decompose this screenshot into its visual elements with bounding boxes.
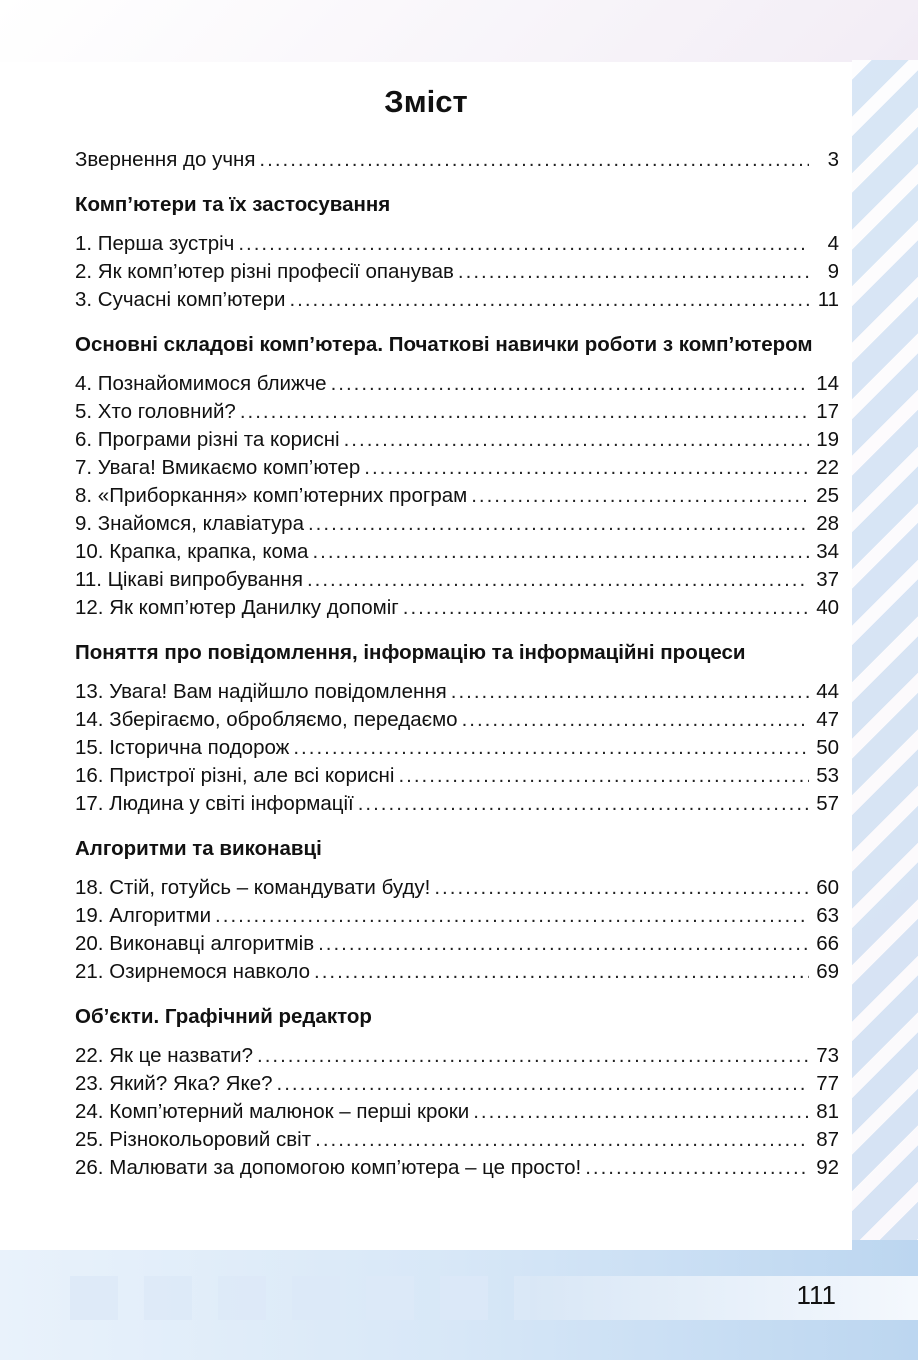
dot-leader: [240, 398, 809, 426]
dot-leader: [315, 1126, 809, 1154]
toc-entry[interactable]: [75, 734, 839, 762]
toc-entry[interactable]: [75, 874, 839, 902]
dot-leader: [307, 566, 809, 594]
dot-leader: [289, 286, 809, 314]
toc-entry-page: 22: [816, 456, 839, 479]
page-title: Зміст: [384, 84, 468, 119]
toc-entry[interactable]: [75, 594, 839, 622]
toc-entry-label: 12. Як комп’ютер Данилку допоміг: [75, 596, 399, 619]
toc-entry-page: 57: [816, 792, 839, 815]
toc-entry[interactable]: [75, 426, 839, 454]
toc-entry[interactable]: [75, 566, 839, 594]
toc-entry-page: 9: [827, 260, 839, 283]
toc-entry[interactable]: [75, 398, 839, 426]
toc-entry[interactable]: [75, 790, 839, 818]
toc-entry-page: 34: [816, 540, 839, 563]
toc-entry-page: 25: [816, 484, 839, 507]
toc-entry-label: 16. Пристрої різні, але всі корисні: [75, 764, 395, 787]
toc-entry-label: 20. Виконавці алгоритмів: [75, 932, 315, 955]
toc-sections: [75, 192, 839, 1182]
toc-entry-page: 14: [816, 372, 839, 395]
dot-leader: [451, 678, 809, 706]
dot-leader: [215, 902, 809, 930]
toc-entry-label: 4. Познайомимося ближче: [75, 372, 327, 395]
toc-entry[interactable]: [75, 286, 839, 314]
toc-entry-page: 28: [816, 512, 839, 535]
toc-entry-label: 11. Цікаві випробування: [75, 568, 303, 591]
section-heading: Комп’ютери та їх застосування: [75, 193, 391, 216]
toc-entry-page: 37: [816, 568, 839, 591]
section-heading: Поняття про повідомлення, інформацію та інформаційні процеси: [75, 641, 746, 664]
toc-entry-page: 92: [816, 1156, 839, 1179]
toc-entry[interactable]: [75, 454, 839, 482]
dot-leader: [312, 538, 809, 566]
dot-leader: [331, 370, 809, 398]
toc-entry-label: 5. Хто головний?: [75, 400, 236, 423]
toc-entry-label: 17. Людина у світі інформації: [75, 792, 354, 815]
toc-entry-label: 1. Перша зустріч: [75, 232, 235, 255]
section-heading: Алгоритми та виконавці: [75, 837, 322, 860]
toc-entry-page: 66: [816, 932, 839, 955]
toc-entry-page: 87: [816, 1128, 839, 1151]
toc-entry[interactable]: [75, 1070, 839, 1098]
dot-leader: [471, 482, 809, 510]
dot-leader: [403, 594, 809, 622]
dot-leader: [462, 706, 809, 734]
toc-entry[interactable]: [75, 678, 839, 706]
dot-leader: [314, 958, 809, 986]
toc-entry-page: 60: [816, 876, 839, 899]
toc-entry-page: 63: [816, 904, 839, 927]
dot-leader: [308, 510, 809, 538]
toc-entry-label: 10. Крапка, крапка, кома: [75, 540, 309, 563]
toc-entry[interactable]: [75, 510, 839, 538]
dot-leader: [473, 1098, 809, 1126]
toc-entry-page: 4: [827, 232, 839, 255]
toc-entry-page: 77: [816, 1072, 839, 1095]
decorative-bar: [530, 1276, 918, 1320]
toc-entry-label: 26. Малювати за допомогою комп’ютера – це просто!: [75, 1156, 582, 1179]
toc-entry[interactable]: [75, 370, 839, 398]
toc-entry[interactable]: [75, 258, 839, 286]
toc-entry-label: 25. Різнокольоровий світ: [75, 1128, 312, 1151]
toc-entry-page: 47: [816, 708, 839, 731]
toc-entry-label: 8. «Приборкання» комп’ютерних програм: [75, 484, 468, 507]
dot-leader: [458, 258, 809, 286]
toc-entry-label: 13. Увага! Вам надійшло повідомлення: [75, 680, 447, 703]
toc-entry-label: 2. Як комп’ютер різні професії опанував: [75, 260, 454, 283]
toc-entry-label: 3. Сучасні комп’ютери: [75, 288, 286, 311]
toc-entry[interactable]: [75, 1126, 839, 1154]
toc-entry-page: 53: [816, 764, 839, 787]
dot-leader: [293, 734, 809, 762]
toc-entry[interactable]: [75, 538, 839, 566]
dot-leader: [364, 454, 809, 482]
toc-entry-page: 11: [817, 288, 839, 311]
toc-entry-label: 9. Знайомся, клавіатура: [75, 512, 304, 535]
toc-entry-intro[interactable]: [75, 146, 839, 174]
decorative-squares: [70, 1276, 562, 1320]
toc-entry-page: 19: [816, 428, 839, 451]
toc-entry[interactable]: [75, 762, 839, 790]
section-heading: Об’єкти. Графічний редактор: [75, 1005, 372, 1028]
toc-entry-label: Звернення до учня: [75, 148, 256, 171]
dot-leader: [318, 930, 809, 958]
toc-entry-label: 7. Увага! Вмикаємо комп’ютер: [75, 456, 361, 479]
toc-entry-page: 50: [816, 736, 839, 759]
toc-entry[interactable]: [75, 930, 839, 958]
table-of-contents: [75, 144, 839, 1182]
toc-entry-page: 44: [816, 680, 839, 703]
toc-entry-page: 73: [816, 1044, 839, 1067]
toc-entry[interactable]: [75, 958, 839, 986]
dot-leader: [434, 874, 809, 902]
toc-entry-label: 14. Зберігаємо, обробляємо, передаємо: [75, 708, 458, 731]
dot-leader: [398, 762, 809, 790]
toc-entry-page: 17: [816, 400, 839, 423]
toc-entry-label: 22. Як це назвати?: [75, 1044, 254, 1067]
section-heading: Основні складові комп’ютера. Початкові навички роботи з комп’ютером: [75, 333, 813, 356]
toc-entry[interactable]: [75, 1098, 839, 1126]
toc-entry[interactable]: [75, 1154, 839, 1182]
dot-leader: [585, 1154, 809, 1182]
toc-entry-label: 15. Історична подорож: [75, 736, 290, 759]
decorative-stripes: [852, 60, 918, 1260]
toc-entry-label: 23. Який? Яка? Яке?: [75, 1072, 273, 1095]
toc-entry-label: 19. Алгоритми: [75, 904, 212, 927]
dot-leader: [344, 426, 809, 454]
dot-leader: [257, 1042, 809, 1070]
dot-leader: [238, 230, 809, 258]
toc-entry[interactable]: [75, 706, 839, 734]
toc-entry-page: 40: [816, 596, 839, 619]
content-page: [0, 62, 852, 1250]
toc-entry[interactable]: [75, 230, 839, 258]
toc-entry-label: 21. Озирнемося навколо: [75, 960, 311, 983]
dot-leader: [358, 790, 809, 818]
toc-entry[interactable]: [75, 902, 839, 930]
toc-entry[interactable]: [75, 1042, 839, 1070]
toc-entry-page: 69: [816, 960, 839, 983]
toc-entry-label: 6. Програми різні та корисні: [75, 428, 340, 451]
page-number: 111: [796, 1280, 836, 1310]
dot-leader: [259, 146, 809, 174]
dot-leader: [277, 1070, 810, 1098]
toc-entry-page: 3: [827, 148, 839, 171]
toc-entry-page: 81: [816, 1100, 839, 1123]
toc-entry[interactable]: [75, 482, 839, 510]
toc-entry-label: 18. Стій, готуйсь – командувати буду!: [75, 876, 431, 899]
toc-entry-label: 24. Комп’ютерний малюнок – перші кроки: [75, 1100, 470, 1123]
